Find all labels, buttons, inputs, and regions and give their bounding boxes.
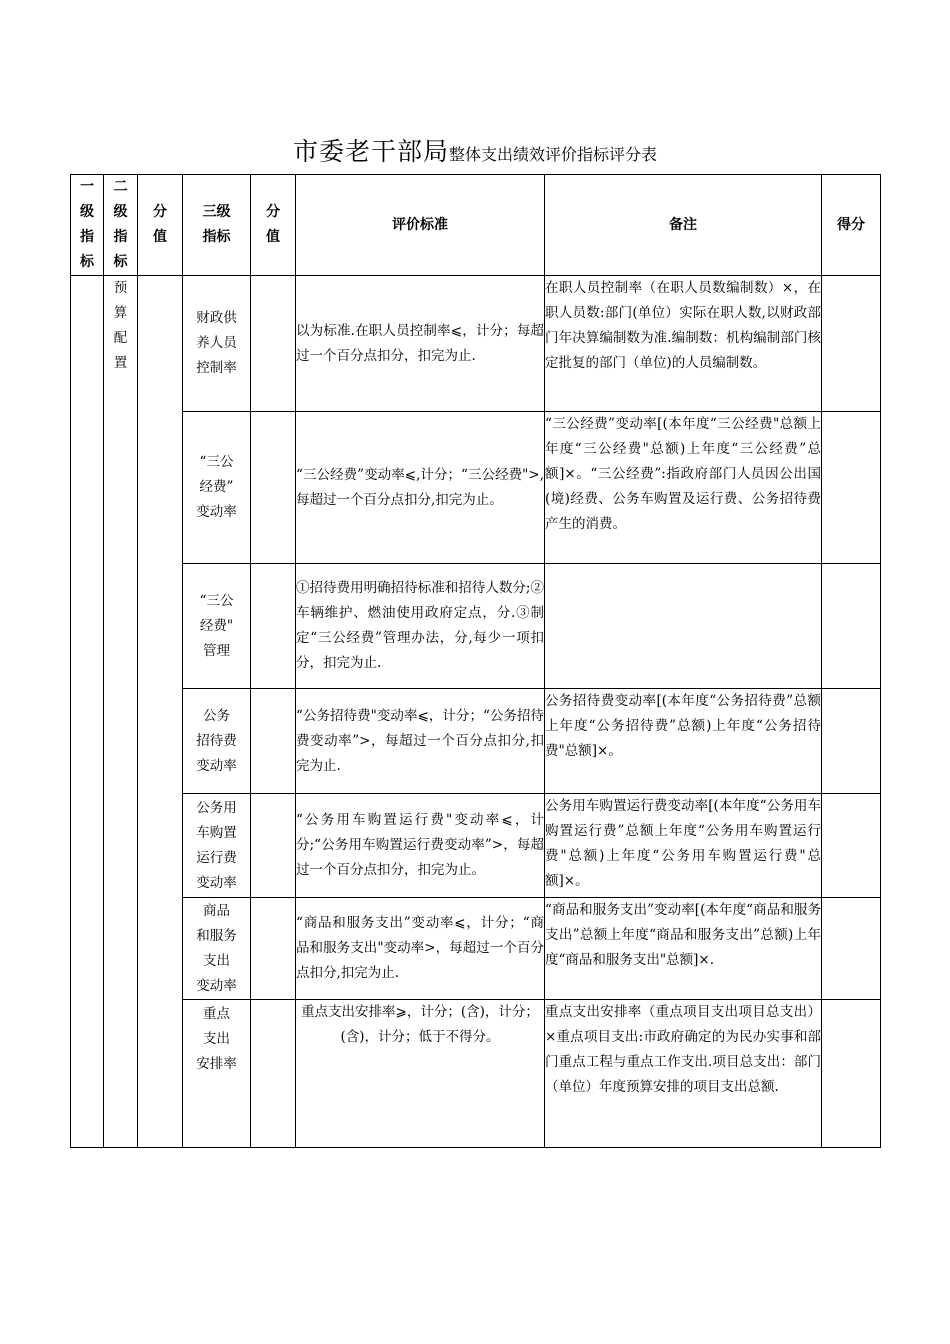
- header-level3: 三级 指标: [183, 175, 251, 276]
- result-cell[interactable]: [822, 689, 881, 794]
- remark-cell: “三公经费”变动率[(本年度“三公经费"总额上年度“三公经费"总额)上年度“三公经费”总额]×。“三公经费”:指政府部门人员因公出国(境)经费、公务车购置及运行费、公务招待费产生的消费。: [545, 412, 822, 564]
- level1-cell: [71, 276, 104, 1148]
- title-unit: 市委老干部局: [292, 137, 449, 166]
- remark-cell: 公务招待费变动率[(本年度“公务招待费”总额上年度“公务招待费”总额)上年度“公务招待费"总额]×。: [545, 689, 822, 794]
- score2-cell: [251, 898, 296, 1000]
- result-cell[interactable]: [822, 898, 881, 1000]
- criteria-cell: 以为标准.在职人员控制率⩽，计分；每超过一个百分点扣分，扣完为止.: [296, 276, 545, 412]
- header-criteria: 评价标准: [296, 175, 545, 276]
- criteria-cell: “三公经费”变动率⩽,计分；“三公经费">,每超过一个百分点扣分,扣完为止。: [296, 412, 545, 564]
- indicator-cell: 重点 支出 安排率: [183, 1000, 251, 1148]
- criteria-cell: “公务用车购置运行费"变动率⩽，计分;“公务用车购置运行费变动率”>，每超过一个百分点扣分，扣完为止。: [296, 794, 545, 898]
- table-row: [71, 564, 881, 689]
- evaluation-table: [70, 174, 881, 1148]
- table-row: [71, 1000, 881, 1148]
- header-score1: 分 值: [138, 175, 183, 276]
- table-row: [71, 794, 881, 898]
- remark-cell: “商品和服务支出”变动率[(本年度“商品和服务支出”总额上年度“商品和服务支出”总额)上年度“商品和服务支出"总额]×.: [545, 898, 822, 1000]
- indicator-cell: “三公 经费" 管理: [183, 564, 251, 689]
- remark-cell: 重点支出安排率（重点项目支出项目总支出）×重点项目支出:市政府确定的为民办实事和部门重点工程与重点工作支出.项目总支出：部门（单位）年度预算安排的项目支出总额.: [545, 1000, 822, 1148]
- remark-cell: [545, 564, 822, 689]
- header-row: [71, 175, 881, 276]
- result-cell[interactable]: [822, 412, 881, 564]
- criteria-cell: 重点支出安排率⩾，计分；(含)，计分；(含)，计分；低于不得分。: [296, 1000, 545, 1148]
- header-remark: 备注: [545, 175, 822, 276]
- score2-cell: [251, 276, 296, 412]
- result-cell[interactable]: [822, 1000, 881, 1148]
- document-title: [0, 132, 950, 168]
- score2-cell: [251, 794, 296, 898]
- score2-cell: [251, 412, 296, 564]
- indicator-cell: “三公 经费” 变动率: [183, 412, 251, 564]
- header-level1: 一 级 指 标: [71, 175, 104, 276]
- remark-cell: 公务用车购置运行费变动率[(本年度“公务用车购置运行费”总额上年度“公务用车购置运行费"总额)上年度“公务用车购置运行费"总额]×。: [545, 794, 822, 898]
- title-name: 整体支出绩效评价指标评分表: [449, 145, 658, 164]
- header-score2: 分 值: [251, 175, 296, 276]
- table-row: [71, 412, 881, 564]
- criteria-cell: “公务招待费"变动率⩽，计分；“公务招待费变动率”>，每超过一个百分点扣分,扣完为止.: [296, 689, 545, 794]
- score2-cell: [251, 689, 296, 794]
- score1-cell: [138, 276, 183, 1148]
- indicator-cell: 公务 招待费 变动率: [183, 689, 251, 794]
- score2-cell: [251, 564, 296, 689]
- criteria-cell: ①招待费用明确招待标准和招待人数分;②车辆维护、燃油使用政府定点，分.③制定“三公经费”管理办法，分,每少一项扣分，扣完为止.: [296, 564, 545, 689]
- result-cell[interactable]: [822, 794, 881, 898]
- table-row: [71, 898, 881, 1000]
- header-level2: 二 级 指 标: [104, 175, 138, 276]
- remark-cell: 在职人员控制率（在职人员数编制数）×，在职人员数:部门(单位）实际在职人数,以财政部门年决算编制数为准.编制数：机构编制部门核定批复的部门（单位)的人员编制数。: [545, 276, 822, 412]
- level2-cell: 预 算 配 置: [104, 276, 138, 1148]
- table-row: [71, 689, 881, 794]
- header-result: 得分: [822, 175, 881, 276]
- indicator-cell: 公务用 车购置 运行费 变动率: [183, 794, 251, 898]
- indicator-cell: 财政供 养人员 控制率: [183, 276, 251, 412]
- result-cell[interactable]: [822, 564, 881, 689]
- score2-cell: [251, 1000, 296, 1148]
- indicator-cell: 商品 和服务 支出 变动率: [183, 898, 251, 1000]
- criteria-cell: “商品和服务支出”变动率⩽，计分；“商品和服务支出"变动率>，每超过一个百分点扣分,扣完为止.: [296, 898, 545, 1000]
- table-row: [71, 276, 881, 412]
- result-cell[interactable]: [822, 276, 881, 412]
